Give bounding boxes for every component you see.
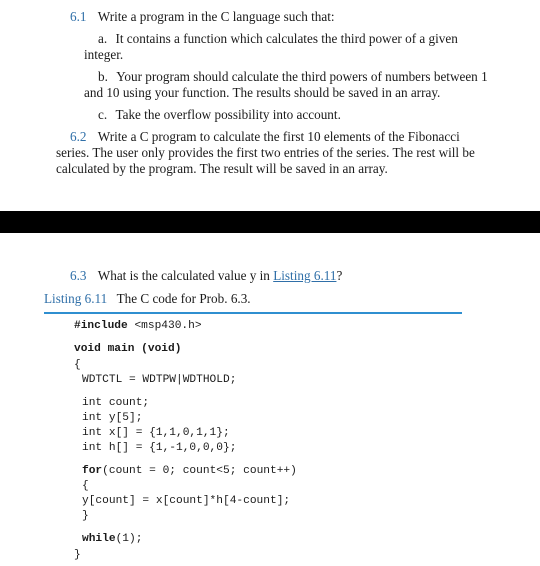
problem-text: Write a C program to calculate the first 10 elements of the Fibonacci xyxy=(97,129,460,144)
problem-6-2 xyxy=(70,128,460,145)
code-keyword: for xyxy=(82,465,103,477)
subitem-text: It contains a function which calculates the third power of a given xyxy=(115,31,458,46)
code-include xyxy=(74,319,202,333)
code-brace-close: } xyxy=(74,549,81,561)
problem-text-end: ? xyxy=(336,268,343,283)
problem-6-1 xyxy=(70,8,335,25)
code-for-brace-open: { xyxy=(82,480,89,492)
code-decl-h: int h[] = {1,-1,0,0,0}; xyxy=(82,442,237,454)
problem-text: Write a program in the C language such that: xyxy=(97,9,335,24)
code-decl-y: int y[5]; xyxy=(82,412,143,424)
code-text: (1); xyxy=(115,533,143,545)
subitem-marker: c. xyxy=(98,107,108,122)
subitem-b-continued: and 10 using your function. The results should be saved in an array. xyxy=(84,85,441,100)
problem-number: 6.2 xyxy=(70,129,87,144)
problem-6-3 xyxy=(70,267,342,284)
problem-text: What is the calculated value y in xyxy=(97,268,274,283)
code-while-line xyxy=(82,532,142,546)
listing-link[interactable]: Listing 6.11 xyxy=(273,268,337,283)
listing-label: Listing 6.11 xyxy=(44,291,108,306)
subitem-b xyxy=(98,68,488,85)
problem-6-2-line3: calculated by the program. The result will be saved in an array. xyxy=(56,161,388,176)
code-loop-body: y[count] = x[count]*h[4-count]; xyxy=(82,495,291,507)
subitem-marker: a. xyxy=(98,31,108,46)
subitem-a xyxy=(98,30,458,47)
code-keyword: #include xyxy=(74,320,128,332)
subitem-c xyxy=(98,106,341,123)
code-brace-open: { xyxy=(74,359,81,371)
code-text: (count = 0; count<5; count++) xyxy=(102,465,297,477)
code-wdt-line: WDTCTL = WDTPW|WDTHOLD; xyxy=(82,374,237,386)
code-decl-count: int count; xyxy=(82,397,150,409)
code-for-brace-close: } xyxy=(82,510,89,522)
code-decl-x: int x[] = {1,1,0,1,1}; xyxy=(82,427,230,439)
problem-number: 6.3 xyxy=(70,268,87,283)
problem-number: 6.1 xyxy=(70,9,87,24)
code-main-signature: void main (void) xyxy=(74,343,182,355)
listing-caption-text: The C code for Prob. 6.3. xyxy=(116,291,251,306)
subitem-text: Your program should calculate the third powers of numbers between 1 xyxy=(116,69,488,84)
subitem-text: Take the overflow possibility into account. xyxy=(115,107,341,122)
problem-6-2-line2: series. The user only provides the first two entries of the series. The rest will be xyxy=(56,145,475,160)
listing-caption xyxy=(44,290,251,307)
code-keyword: while xyxy=(82,533,116,545)
subitem-marker: b. xyxy=(98,69,108,84)
code-text: <msp430.h> xyxy=(134,320,202,332)
listing-rule xyxy=(44,312,462,314)
code-for-line xyxy=(82,464,297,478)
page-separator-band xyxy=(0,211,540,233)
subitem-a-continued: integer. xyxy=(84,47,124,62)
